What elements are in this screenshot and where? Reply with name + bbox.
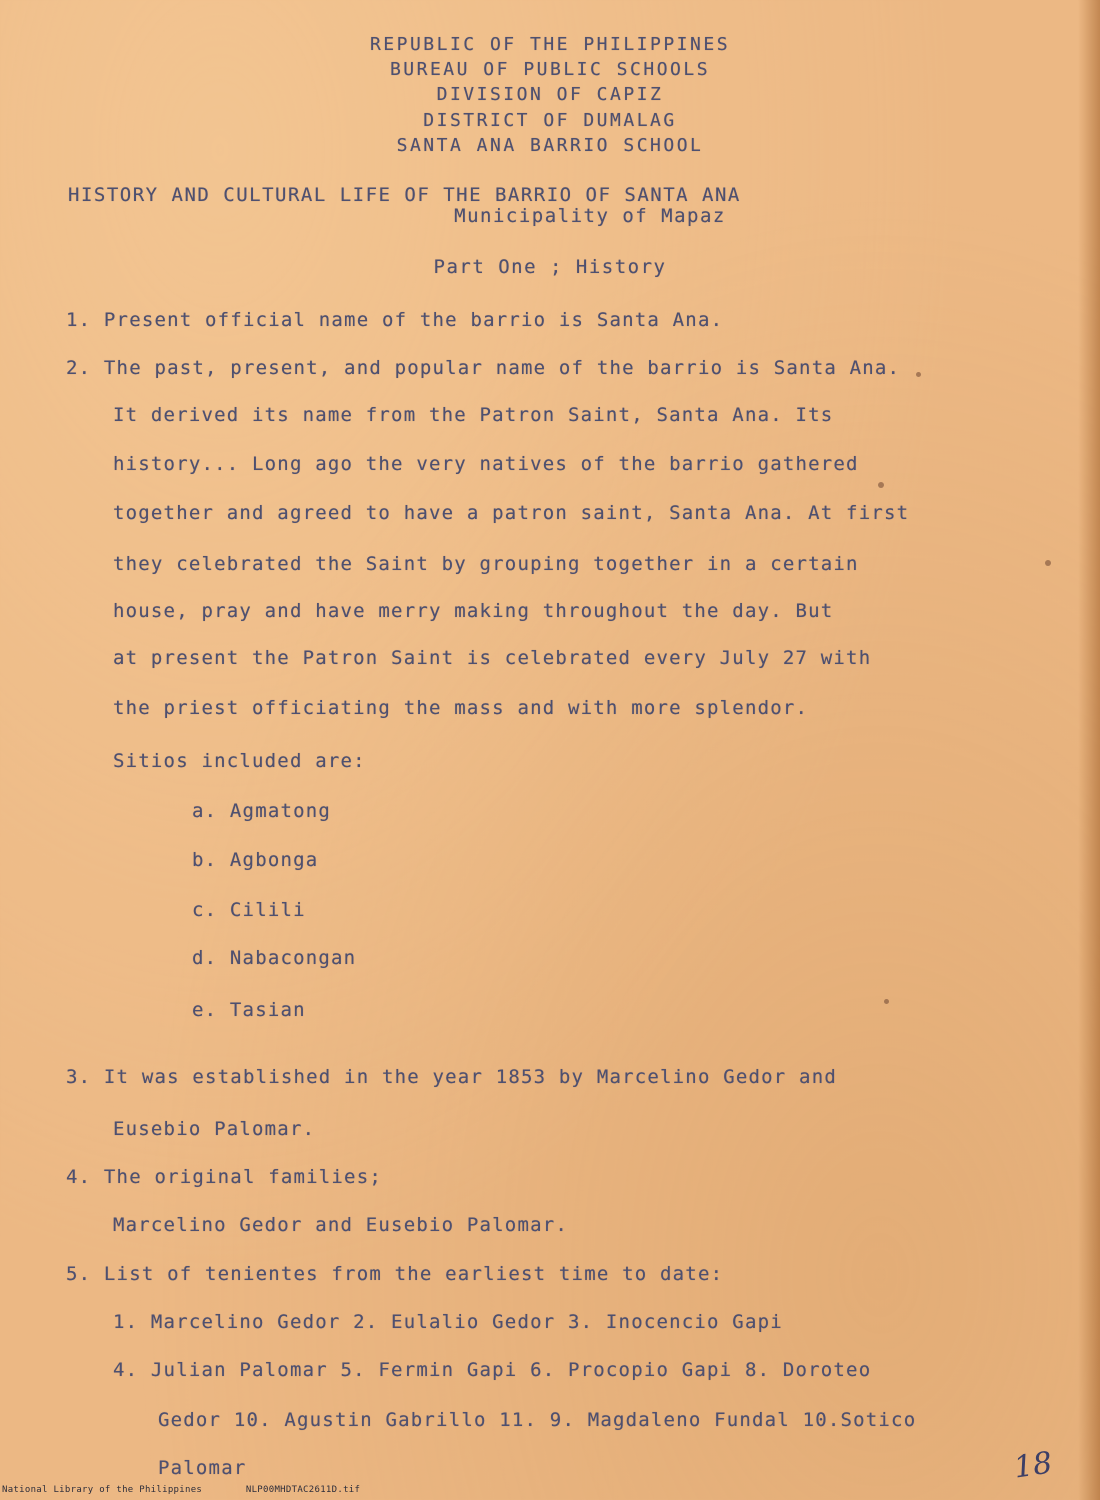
sitio-item: a. Agmatong <box>192 800 332 822</box>
body-line: It derived its name from the Patron Saint, Santa Ana. Its <box>113 404 834 426</box>
scan-footer <box>2 1485 398 1495</box>
teniente-line: 4. Julian Palomar 5. Fermin Gapi 6. Procopio Gapi 8. Doroteo <box>113 1359 872 1381</box>
body-line: together and agreed to have a patron saint, Santa Ana. At first <box>113 502 910 524</box>
body-line: Marcelino Gedor and Eusebio Palomar. <box>113 1214 569 1236</box>
municipality-line: Municipality of Mapaz <box>454 205 726 227</box>
item-5: 5. List of tenientes from the earliest time to date: <box>66 1263 724 1285</box>
sitio-item: c. Cilili <box>192 899 306 921</box>
document-title: HISTORY AND CULTURAL LIFE OF THE BARRIO OF SANTA ANA <box>68 184 741 206</box>
handwritten-page-number: 18 <box>1011 1445 1055 1486</box>
sitio-item: d. Nabacongan <box>192 947 357 969</box>
header-line-republic: REPUBLIC OF THE PHILIPPINES <box>369 34 731 55</box>
header-line-division: DIVISION OF CAPIZ <box>436 84 664 105</box>
teniente-line: Gedor 10. Agustin Gabrillo 11. 9. Magdaleno Fundal 10.Sotico <box>158 1409 917 1431</box>
item-3: 3. It was established in the year 1853 by Marcelino Gedor and <box>66 1066 837 1088</box>
sitio-item: b. Agbonga <box>192 849 319 871</box>
ink-spot <box>878 482 884 488</box>
ink-spot <box>884 999 889 1004</box>
sitio-item: e. Tasian <box>192 999 306 1021</box>
body-line: history... Long ago the very natives of the barrio gathered <box>113 453 859 475</box>
header-line-bureau: BUREAU OF PUBLIC SCHOOLS <box>389 59 711 80</box>
body-line: they celebrated the Saint by grouping together in a certain <box>113 553 859 575</box>
body-line: house, pray and have merry making throughout the day. But <box>113 600 834 622</box>
part-heading: Part One ; History <box>433 256 667 278</box>
footer-library: National Library of the Philippines <box>2 1485 203 1495</box>
footer-filename: NLP00MHDTAC2611D.tif <box>245 1485 361 1495</box>
teniente-line: 1. Marcelino Gedor 2. Eulalio Gedor 3. Inocencio Gapi <box>113 1311 783 1333</box>
item-4: 4. The original families; <box>66 1166 382 1188</box>
body-line: Eusebio Palomar. <box>113 1118 316 1140</box>
body-line: the priest officiating the mass and with more splendor. <box>113 697 809 719</box>
item-2: 2. The past, present, and popular name of the barrio is Santa Ana. <box>66 357 901 379</box>
header-line-district: DISTRICT OF DUMALAG <box>423 110 677 131</box>
body-line: at present the Patron Saint is celebrated every July 27 with <box>113 647 872 669</box>
header-line-school: SANTA ANA BARRIO SCHOOL <box>396 135 704 156</box>
teniente-line: Palomar <box>158 1457 247 1479</box>
item-1: 1. Present official name of the barrio is Santa Ana. <box>66 309 724 331</box>
ink-spot <box>916 372 921 377</box>
sitios-heading: Sitios included are: <box>113 750 366 772</box>
ink-spot <box>1045 560 1051 566</box>
